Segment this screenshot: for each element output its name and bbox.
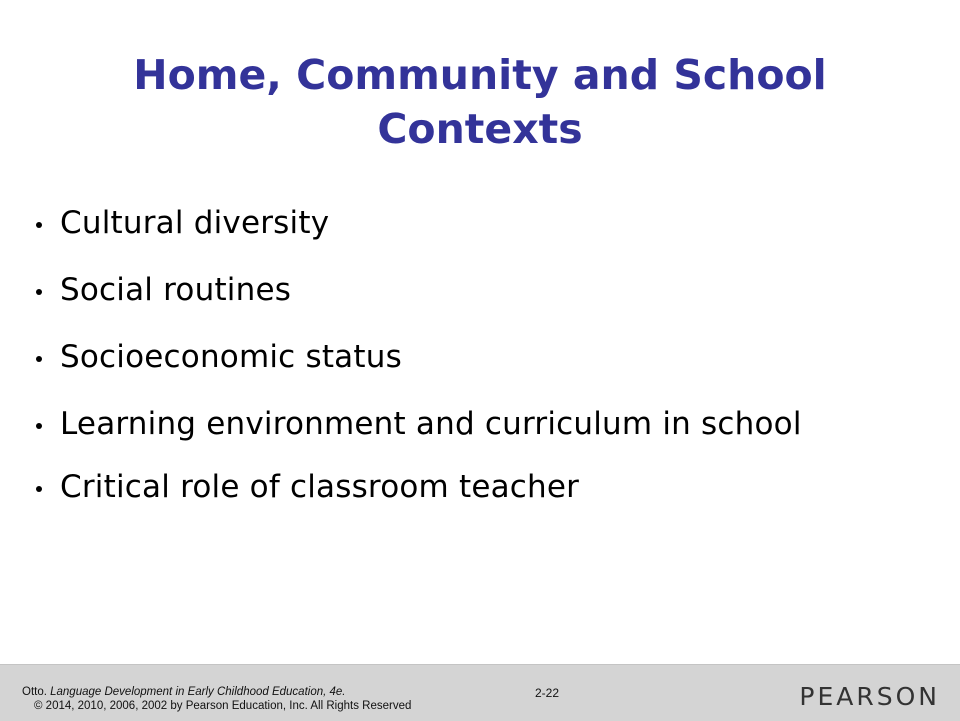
bullet-icon [36, 289, 42, 295]
citation [22, 685, 411, 713]
slide-title [20, 48, 940, 156]
bullet-text: Social routines [60, 272, 292, 308]
bullet-icon [36, 356, 42, 362]
slide-number: 2-22 [535, 686, 560, 700]
bullet-item [36, 203, 916, 243]
citation-line [22, 685, 411, 699]
bullet-text: Socioeconomic status [60, 339, 402, 375]
citation-book-title: Language Development in Early Childhood Education, 4e. [50, 686, 346, 698]
citation-author: Otto. [22, 686, 51, 698]
bullet-text: Learning environment and curriculum in school [60, 406, 802, 442]
bullet-item [36, 270, 916, 310]
bullet-text: Critical role of classroom teacher [60, 469, 580, 505]
bullet-icon [36, 486, 42, 492]
copyright-text: © 2014, 2010, 2006, 2002 by Pearson Education, Inc. All Rights Reserved [34, 700, 412, 712]
slide-footer [0, 664, 960, 721]
pearson-logo: PEARSON [799, 682, 940, 711]
bullet-item [36, 467, 916, 507]
bullet-text: Cultural diversity [60, 205, 330, 241]
bullet-list [36, 203, 916, 534]
title-line-2: Contexts [377, 105, 583, 153]
title-line-1: Home, Community and School [133, 51, 827, 99]
bullet-icon [36, 423, 42, 429]
bullet-item [36, 337, 916, 377]
bullet-item [36, 404, 820, 444]
bullet-icon [36, 222, 42, 228]
